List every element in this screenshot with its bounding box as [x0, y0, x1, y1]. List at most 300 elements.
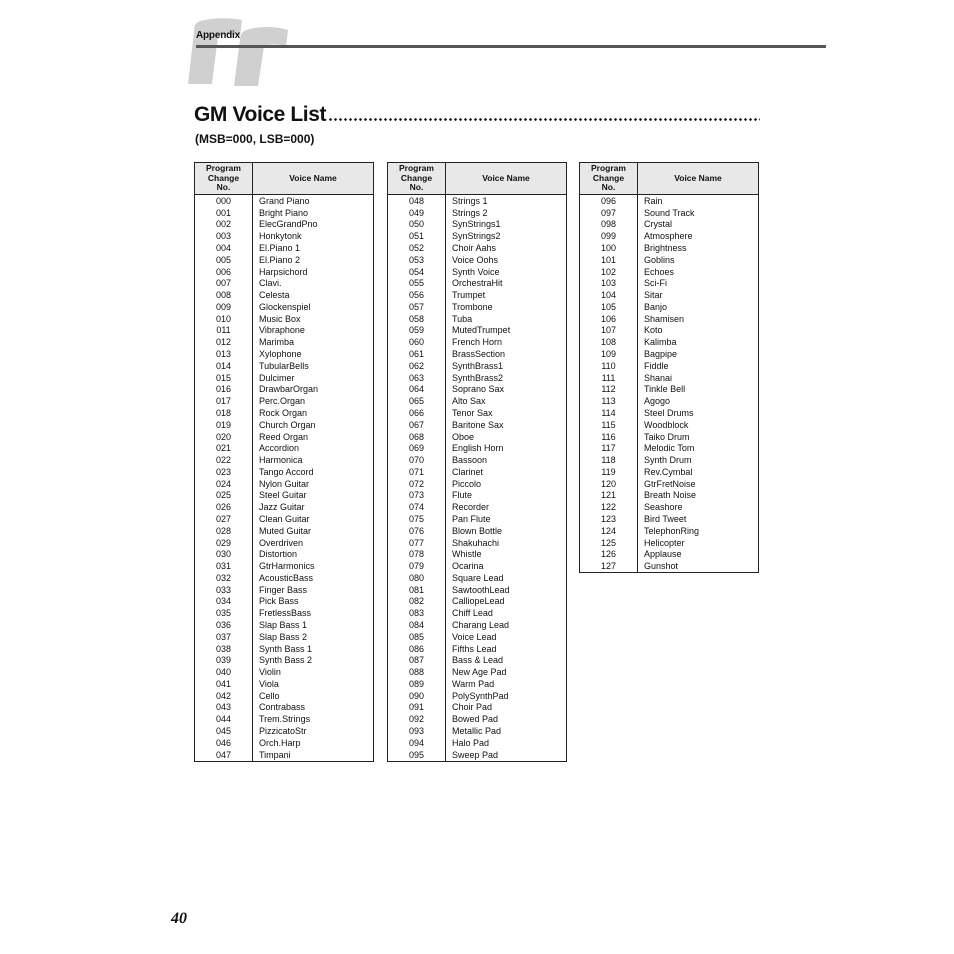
voice-name: Tenor Sax [446, 407, 567, 419]
table-row [580, 442, 759, 454]
voice-name: Rain [638, 195, 759, 207]
program-number: 035 [195, 607, 253, 619]
table-row [580, 195, 759, 207]
table-row [580, 560, 759, 572]
voice-name: Sound Track [638, 207, 759, 219]
table-row [388, 266, 567, 278]
program-number: 039 [195, 654, 253, 666]
table-row [580, 301, 759, 313]
table-row [195, 690, 374, 702]
voice-name: Piccolo [446, 478, 567, 490]
voice-name: Gunshot [638, 560, 759, 572]
table-row [388, 501, 567, 513]
table-row [195, 313, 374, 325]
voice-name: Goblins [638, 254, 759, 266]
voice-name: DrawbarOrgan [253, 384, 374, 396]
program-number: 040 [195, 666, 253, 678]
voice-name: Dulcimer [253, 372, 374, 384]
program-number: 006 [195, 266, 253, 278]
voice-name: Bassoon [446, 454, 567, 466]
voice-name: Woodblock [638, 419, 759, 431]
table-row [195, 702, 374, 714]
voice-name: Celesta [253, 289, 374, 301]
program-number: 057 [388, 301, 446, 313]
table-row [195, 360, 374, 372]
page-title: GM Voice List [194, 103, 327, 126]
table-row [388, 301, 567, 313]
table-row [195, 395, 374, 407]
table-row [580, 277, 759, 289]
program-number: 058 [388, 313, 446, 325]
table-row [195, 431, 374, 443]
program-number: 059 [388, 325, 446, 337]
table-row [388, 654, 567, 666]
voice-name: French Horn [446, 336, 567, 348]
table-row [580, 466, 759, 478]
voice-name: PolySynthPad [446, 690, 567, 702]
voice-name: ElecGrandPno [253, 219, 374, 231]
program-number: 029 [195, 537, 253, 549]
voice-name: Sitar [638, 289, 759, 301]
program-number: 104 [580, 289, 638, 301]
program-number: 076 [388, 525, 446, 537]
program-number: 067 [388, 419, 446, 431]
program-number: 023 [195, 466, 253, 478]
table-row [388, 313, 567, 325]
program-number: 010 [195, 313, 253, 325]
voice-name: Bright Piano [253, 207, 374, 219]
voice-name: Seashore [638, 501, 759, 513]
program-number: 018 [195, 407, 253, 419]
program-number: 036 [195, 619, 253, 631]
program-number: 118 [580, 454, 638, 466]
table-row [195, 643, 374, 655]
program-number: 111 [580, 372, 638, 384]
program-number: 087 [388, 654, 446, 666]
program-number: 037 [195, 631, 253, 643]
voice-name: Charang Lead [446, 619, 567, 631]
voice-name: Music Box [253, 313, 374, 325]
voice-name: Blown Bottle [446, 525, 567, 537]
table-row [195, 348, 374, 360]
column-header-voice-name: Voice Name [446, 163, 567, 195]
program-number: 085 [388, 631, 446, 643]
voice-name: Synth Bass 2 [253, 654, 374, 666]
program-number: 122 [580, 501, 638, 513]
voice-name: Tinkle Bell [638, 384, 759, 396]
voice-name: Jazz Guitar [253, 501, 374, 513]
table-row [388, 289, 567, 301]
table-row [195, 749, 374, 761]
program-number: 046 [195, 737, 253, 749]
voice-name: Clarinet [446, 466, 567, 478]
table-row [195, 195, 374, 207]
voice-name: Accordion [253, 442, 374, 454]
voice-name: Shakuhachi [446, 537, 567, 549]
table-row [580, 242, 759, 254]
table-row [195, 454, 374, 466]
table-row [388, 596, 567, 608]
voice-name: Flute [446, 490, 567, 502]
program-number: 020 [195, 431, 253, 443]
column-header-voice-name: Voice Name [638, 163, 759, 195]
voice-name: Voice Lead [446, 631, 567, 643]
table-row [195, 513, 374, 525]
table-row [195, 219, 374, 231]
program-number: 103 [580, 277, 638, 289]
title-row [194, 99, 760, 127]
program-number: 127 [580, 560, 638, 572]
program-number: 051 [388, 230, 446, 242]
voice-name: Grand Piano [253, 195, 374, 207]
table-row [580, 513, 759, 525]
table-row [388, 702, 567, 714]
program-number: 052 [388, 242, 446, 254]
voice-name: Honkytonk [253, 230, 374, 242]
program-number: 003 [195, 230, 253, 242]
table-row [388, 513, 567, 525]
program-number: 002 [195, 219, 253, 231]
voice-name: Choir Pad [446, 702, 567, 714]
column-header-program-change: Program Change No. [388, 163, 446, 195]
table-row [388, 548, 567, 560]
table-row [195, 230, 374, 242]
table-row [580, 490, 759, 502]
table-row [195, 336, 374, 348]
program-number: 119 [580, 466, 638, 478]
voice-name: Steel Guitar [253, 490, 374, 502]
voice-name: Recorder [446, 501, 567, 513]
program-number: 106 [580, 313, 638, 325]
voice-name: Muted Guitar [253, 525, 374, 537]
program-number: 093 [388, 725, 446, 737]
program-number: 094 [388, 737, 446, 749]
voice-name: SynthBrass1 [446, 360, 567, 372]
program-number: 032 [195, 572, 253, 584]
table-row [388, 749, 567, 761]
table-row [195, 560, 374, 572]
header-rule [196, 45, 826, 48]
table-row [580, 501, 759, 513]
table-row [388, 490, 567, 502]
voice-name: Cello [253, 690, 374, 702]
voice-name: FretlessBass [253, 607, 374, 619]
table-row [195, 572, 374, 584]
table-row [580, 372, 759, 384]
table-row [388, 242, 567, 254]
program-number: 007 [195, 277, 253, 289]
table-row [388, 360, 567, 372]
table-row [388, 678, 567, 690]
voice-name: Pick Bass [253, 596, 374, 608]
table-row [388, 560, 567, 572]
table-row [388, 395, 567, 407]
table-row [195, 407, 374, 419]
program-number: 095 [388, 749, 446, 761]
voice-name: SynStrings2 [446, 230, 567, 242]
table-row [195, 737, 374, 749]
table-row [388, 207, 567, 219]
voice-name: Clavi. [253, 277, 374, 289]
voice-name: Clean Guitar [253, 513, 374, 525]
program-number: 112 [580, 384, 638, 396]
table-row [388, 572, 567, 584]
page-number: 40 [171, 910, 187, 927]
program-number: 044 [195, 713, 253, 725]
program-number: 015 [195, 372, 253, 384]
voice-name: Glockenspiel [253, 301, 374, 313]
program-number: 071 [388, 466, 446, 478]
voice-name: Taiko Drum [638, 431, 759, 443]
program-number: 068 [388, 431, 446, 443]
voice-name: Viola [253, 678, 374, 690]
program-number: 099 [580, 230, 638, 242]
program-number: 078 [388, 548, 446, 560]
program-number: 043 [195, 702, 253, 714]
program-number: 066 [388, 407, 446, 419]
table-row [195, 619, 374, 631]
program-number: 072 [388, 478, 446, 490]
voice-name: New Age Pad [446, 666, 567, 678]
program-number: 028 [195, 525, 253, 537]
program-number: 101 [580, 254, 638, 266]
voice-name: PizzicatoStr [253, 725, 374, 737]
voice-name: El.Piano 1 [253, 242, 374, 254]
program-number: 114 [580, 407, 638, 419]
table-row [195, 419, 374, 431]
voice-name: Timpani [253, 749, 374, 761]
table-row [580, 207, 759, 219]
voice-name: Trem.Strings [253, 713, 374, 725]
table-row [388, 584, 567, 596]
program-number: 091 [388, 702, 446, 714]
program-number: 098 [580, 219, 638, 231]
program-number: 084 [388, 619, 446, 631]
table-row [195, 242, 374, 254]
table-row [195, 678, 374, 690]
table-row [195, 537, 374, 549]
table-row [388, 336, 567, 348]
voice-name: Brightness [638, 242, 759, 254]
program-number: 025 [195, 490, 253, 502]
program-number: 021 [195, 442, 253, 454]
voice-name: Marimba [253, 336, 374, 348]
program-number: 014 [195, 360, 253, 372]
voice-name: Breath Noise [638, 490, 759, 502]
program-number: 064 [388, 384, 446, 396]
table-row [388, 442, 567, 454]
table-row [388, 230, 567, 242]
program-number: 004 [195, 242, 253, 254]
table-row [195, 325, 374, 337]
table-row [580, 478, 759, 490]
program-number: 034 [195, 596, 253, 608]
table-row [195, 372, 374, 384]
voice-name: GtrHarmonics [253, 560, 374, 572]
dot-leader [328, 118, 760, 121]
voice-name: Choir Aahs [446, 242, 567, 254]
table-row [388, 431, 567, 443]
program-number: 083 [388, 607, 446, 619]
table-row [580, 348, 759, 360]
table-row [388, 666, 567, 678]
table-row [388, 407, 567, 419]
voice-name: Square Lead [446, 572, 567, 584]
table-row [388, 325, 567, 337]
voice-name: Nylon Guitar [253, 478, 374, 490]
table-row [580, 325, 759, 337]
program-number: 116 [580, 431, 638, 443]
program-number: 054 [388, 266, 446, 278]
program-number: 060 [388, 336, 446, 348]
voice-name: Bird Tweet [638, 513, 759, 525]
voice-name: CalliopeLead [446, 596, 567, 608]
table-row [580, 266, 759, 278]
program-number: 089 [388, 678, 446, 690]
program-number: 049 [388, 207, 446, 219]
program-number: 038 [195, 643, 253, 655]
table-row [388, 690, 567, 702]
table-row [195, 442, 374, 454]
voice-name: Baritone Sax [446, 419, 567, 431]
program-number: 109 [580, 348, 638, 360]
voice-name: Bowed Pad [446, 713, 567, 725]
program-number: 026 [195, 501, 253, 513]
voice-name: Steel Drums [638, 407, 759, 419]
voice-name: Banjo [638, 301, 759, 313]
program-number: 123 [580, 513, 638, 525]
section-label: Appendix [196, 30, 240, 41]
program-number: 050 [388, 219, 446, 231]
voice-name: Halo Pad [446, 737, 567, 749]
table-row [388, 607, 567, 619]
program-number: 090 [388, 690, 446, 702]
voice-name: MutedTrumpet [446, 325, 567, 337]
program-number: 079 [388, 560, 446, 572]
program-number: 082 [388, 596, 446, 608]
table-row [195, 490, 374, 502]
program-number: 009 [195, 301, 253, 313]
voice-name: Tuba [446, 313, 567, 325]
program-number: 013 [195, 348, 253, 360]
table-header-row [580, 163, 759, 195]
voice-name: Tango Accord [253, 466, 374, 478]
voice-name: Metallic Pad [446, 725, 567, 737]
voice-name: Kalimba [638, 336, 759, 348]
voice-name: BrassSection [446, 348, 567, 360]
voice-name: Oboe [446, 431, 567, 443]
column-header-voice-name: Voice Name [253, 163, 374, 195]
voice-name: Reed Organ [253, 431, 374, 443]
voice-name: Sci-Fi [638, 277, 759, 289]
program-number: 108 [580, 336, 638, 348]
table-row [388, 454, 567, 466]
voice-name: Whistle [446, 548, 567, 560]
table-row [580, 537, 759, 549]
voice-name: Pan Flute [446, 513, 567, 525]
program-number: 117 [580, 442, 638, 454]
program-number: 030 [195, 548, 253, 560]
table-row [195, 478, 374, 490]
table-row [195, 548, 374, 560]
table-row [195, 631, 374, 643]
voice-name: TelephonRing [638, 525, 759, 537]
table-row [195, 654, 374, 666]
voice-table-1 [194, 162, 374, 762]
voice-name: Atmosphere [638, 230, 759, 242]
voice-name: Soprano Sax [446, 384, 567, 396]
voice-name: Xylophone [253, 348, 374, 360]
program-number: 000 [195, 195, 253, 207]
program-number: 086 [388, 643, 446, 655]
program-number: 061 [388, 348, 446, 360]
program-number: 024 [195, 478, 253, 490]
program-number: 105 [580, 301, 638, 313]
program-number: 102 [580, 266, 638, 278]
table-row [580, 525, 759, 537]
program-number: 008 [195, 289, 253, 301]
program-number: 107 [580, 325, 638, 337]
program-number: 063 [388, 372, 446, 384]
table-row [388, 478, 567, 490]
voice-name: Shanai [638, 372, 759, 384]
program-number: 019 [195, 419, 253, 431]
table-row [388, 277, 567, 289]
table-row [195, 607, 374, 619]
table-row [388, 254, 567, 266]
table-row [580, 230, 759, 242]
program-number: 027 [195, 513, 253, 525]
table-row [580, 254, 759, 266]
voice-name: Applause [638, 548, 759, 560]
voice-name: Melodic Tom [638, 442, 759, 454]
voice-name: Trombone [446, 301, 567, 313]
program-number: 125 [580, 537, 638, 549]
voice-name: Distortion [253, 548, 374, 560]
table-row [580, 431, 759, 443]
voice-name: AcousticBass [253, 572, 374, 584]
voice-name: Trumpet [446, 289, 567, 301]
voice-name: OrchestraHit [446, 277, 567, 289]
program-number: 053 [388, 254, 446, 266]
table-row [195, 584, 374, 596]
program-number: 074 [388, 501, 446, 513]
program-number: 113 [580, 395, 638, 407]
table-row [388, 348, 567, 360]
table-row [580, 336, 759, 348]
voice-name: SynthBrass2 [446, 372, 567, 384]
table-row [388, 643, 567, 655]
column-header-program-change: Program Change No. [580, 163, 638, 195]
program-number: 031 [195, 560, 253, 572]
voice-name: Vibraphone [253, 325, 374, 337]
table-row [195, 725, 374, 737]
voice-name: Slap Bass 1 [253, 619, 374, 631]
voice-name: English Horn [446, 442, 567, 454]
program-number: 045 [195, 725, 253, 737]
program-number: 041 [195, 678, 253, 690]
voice-name: Finger Bass [253, 584, 374, 596]
table-row [195, 207, 374, 219]
table-row [195, 501, 374, 513]
table-row [580, 219, 759, 231]
voice-name: Harpsichord [253, 266, 374, 278]
voice-name: Alto Sax [446, 395, 567, 407]
program-number: 070 [388, 454, 446, 466]
table-row [388, 419, 567, 431]
table-row [580, 360, 759, 372]
voice-name: TubularBells [253, 360, 374, 372]
